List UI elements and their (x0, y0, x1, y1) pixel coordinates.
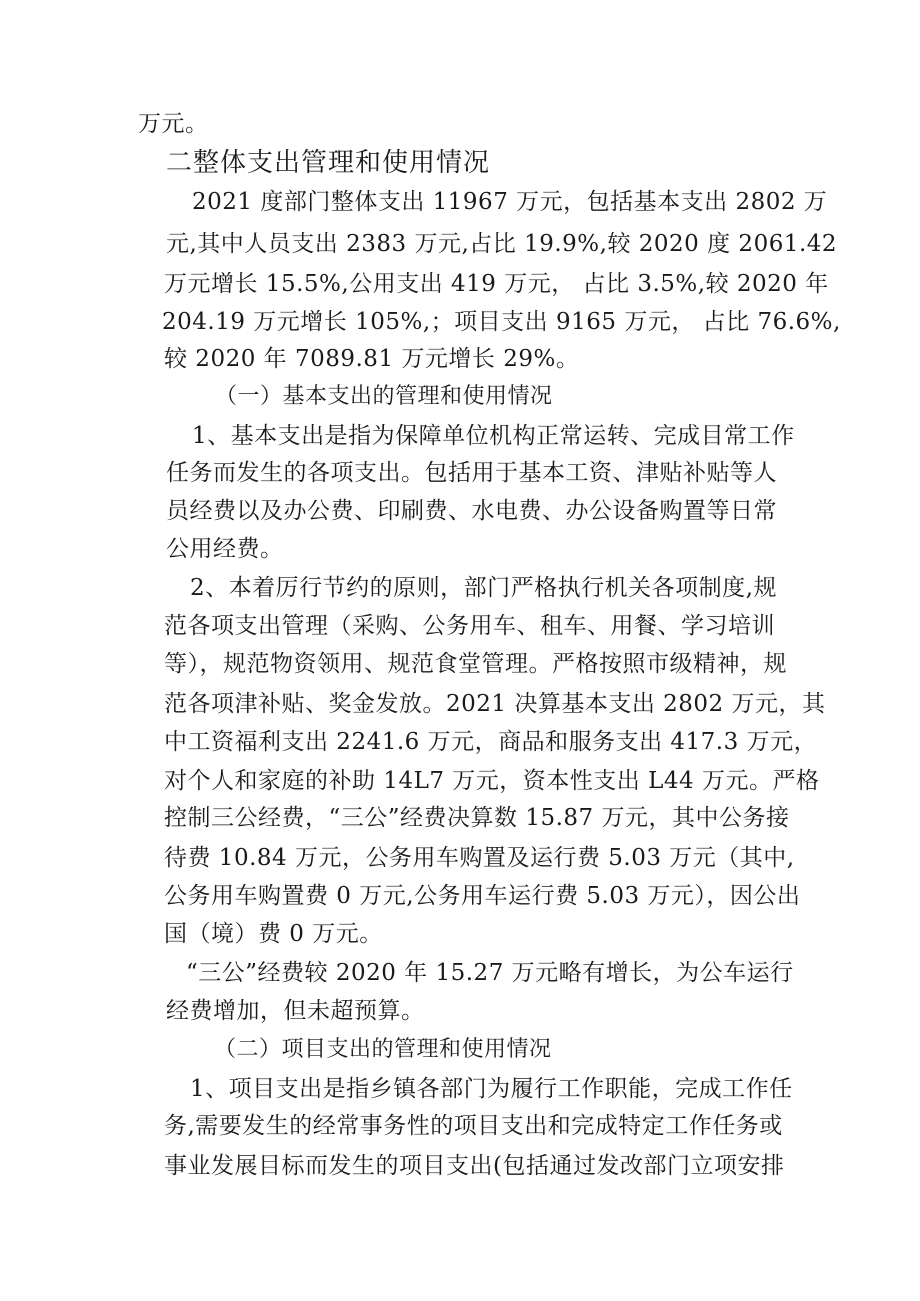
paragraph-line: 2、本着厉行节约的原则，部门严格执行机关各项制度,规 (190, 575, 777, 601)
paragraph-line: 范各项津补贴、奖金发放。2021 决算基本支出 2802 万元，其 (164, 691, 826, 717)
paragraph-line: 待费 10.84 万元，公务用车购置及运行费 5.03 万元（其中, (164, 845, 795, 871)
paragraph-line: 204.19 万元增长 105%,；项目支出 9165 万元， 占比 76.6%, (162, 309, 841, 335)
paragraph-line: 1、项目支出是指乡镇各部门为履行工作职能，完成工作任 (190, 1076, 793, 1102)
paragraph-line: 员经费以及办公费、印刷费、水电费、办公设备购置等日常 (166, 498, 777, 524)
paragraph-line: 公务用车购置费 0 万元,公务用车运行费 5.03 万元），因公出 (164, 883, 801, 909)
subsection-heading: （二）项目支出的管理和使用情况 (214, 1037, 552, 1062)
paragraph-line: 范各项支出管理（采购、公务用车、租车、用餐、学习培训 (164, 613, 775, 639)
paragraph-line: 务,需要发生的经常事务性的项目支出和完成特定工作任务或 (164, 1113, 783, 1139)
paragraph-line: 2021 度部门整体支出 11967 万元，包括基本支出 2802 万 (192, 189, 828, 215)
paragraph-line: 万元增长 15.5%,公用支出 419 万元， 占比 3.5%,较 2020 年 (164, 271, 829, 297)
paragraph-line: 任务而发生的各项支出。包括用于基本工资、津贴补贴等人 (166, 460, 777, 486)
paragraph-line: 等），规范物资领用、规范食堂管理。严格按照市级精神，规 (164, 651, 787, 677)
paragraph-line: 对个人和家庭的补助 14L7 万元，资本性支出 L44 万元。严格 (164, 768, 820, 794)
section-heading: 二整体支出管理和使用情况 (166, 148, 491, 178)
paragraph-line: 公用经费。 (166, 536, 284, 562)
paragraph-line: 中工资福利支出 2241.6 万元，商品和服务支出 417.3 万元， (164, 729, 818, 755)
paragraph-line: 万元。 (138, 111, 209, 137)
paragraph-line: 较 2020 年 7089.81 万元增长 29%。 (164, 346, 580, 372)
paragraph-line: “三公”经费较 2020 年 15.27 万元略有增长，为公车运行 (186, 960, 794, 986)
paragraph-line: 元,其中人员支出 2383 万元,占比 19.9%,较 2020 度 2061.42 (166, 231, 838, 257)
subsection-heading: （一）基本支出的管理和使用情况 (215, 384, 553, 409)
paragraph-line: 国（境）费 0 万元。 (164, 921, 383, 947)
paragraph-line: 1、基本支出是指为保障单位机构正常运转、完成目常工作 (192, 423, 795, 449)
paragraph-line: 事业发展目标而发生的项目支出(包括通过发改部门立项安排 (164, 1153, 785, 1179)
paragraph-line: 控制三公经费，“三公”经费决算数 15.87 万元，其中公务接 (164, 805, 790, 831)
paragraph-line: 经费增加，但未超预算。 (166, 998, 425, 1024)
